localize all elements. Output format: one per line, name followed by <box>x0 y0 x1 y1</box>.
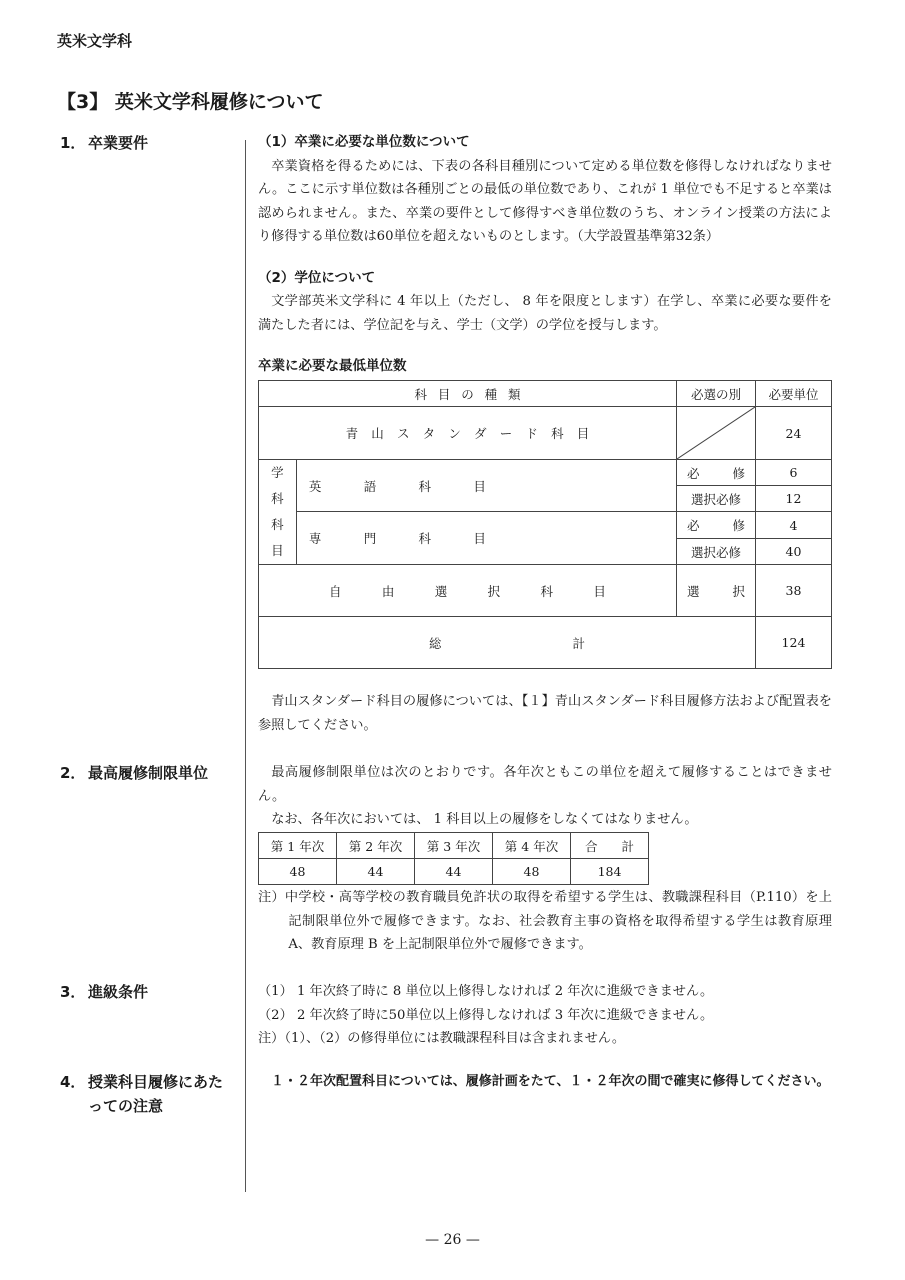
aoyama-char: ダ <box>474 426 487 441</box>
aoyama-units: 24 <box>755 407 831 460</box>
column-divider <box>245 140 246 1192</box>
aoyama-char: ー <box>499 426 513 441</box>
section-4-paragraph: １・２年次配置科目については、履修計画をたて、１・２年次の間で確実に修得してください。 <box>271 1074 830 1089</box>
section-1-title: 卒業要件 <box>88 134 149 152</box>
header-kind-char: 種 <box>484 386 498 402</box>
header-units: 必要単位 <box>755 381 831 407</box>
gakka-char: 目 <box>271 543 284 558</box>
year-1-limit: 48 <box>259 859 337 885</box>
total-char: 計 <box>572 635 585 651</box>
eigo-char: 語 <box>363 478 377 494</box>
year-2-header: 第 2 年次 <box>337 833 415 859</box>
subsection-1-heading: （1）卒業に必要な単位数について <box>258 134 470 150</box>
section-1-number: 1． <box>60 134 86 152</box>
hisshu-char: 必 <box>686 465 700 481</box>
total-head-char: 計 <box>621 838 634 854</box>
senmon-char: 専 <box>308 531 322 546</box>
section-4-heading <box>60 1070 223 1118</box>
year-4-limit: 48 <box>493 859 571 885</box>
total-head-char: 合 <box>585 838 598 854</box>
senmon-char: 門 <box>363 531 377 546</box>
jiyu-char: 由 <box>381 583 395 599</box>
eigo-required-type <box>676 460 755 486</box>
diagonal-cell <box>676 407 755 460</box>
section-4-number: 4． <box>60 1073 86 1091</box>
jiyu-char: 自 <box>329 583 342 599</box>
senmon-char: 科 <box>418 531 432 546</box>
aoyama-note <box>258 690 832 737</box>
gakka-char: 科 <box>271 517 284 532</box>
eigo-elective-units: 12 <box>755 486 831 512</box>
section-1-body <box>258 131 832 379</box>
section-2-paragraph-1: 最高履修制限単位は次のとおりです。各年次ともこの単位を超えて履修することはできません。 <box>258 765 832 804</box>
subsection-2-paragraph: 文学部英米文学科に 4 年以上（ただし、 8 年を限度とします）在学し、卒業に必要な要件を満たした者には、学位記を与え、学士（文学）の学位を授与します。 <box>258 294 832 333</box>
jiyu-char: 選 <box>434 583 448 599</box>
aoyama-char: 山 <box>371 426 384 441</box>
aoyama-char: ス <box>396 426 410 441</box>
aoyama-char: タ <box>422 426 436 441</box>
eigo-label <box>296 460 676 512</box>
table-title: 卒業に必要な最低単位数 <box>258 358 407 374</box>
total-header <box>571 833 649 859</box>
section-3-title: 進級条件 <box>88 983 149 1001</box>
senmon-elective-units: 40 <box>755 539 831 565</box>
section-2-paragraph-2: なお、各年次においては、 1 科目以上の履修をしなくてはなりません。 <box>271 812 698 827</box>
chapter-title: 【3】 英米文学科履修について <box>57 91 324 113</box>
jiyu-char: 目 <box>593 583 606 599</box>
header-kind <box>259 381 677 407</box>
senmon-label <box>296 512 676 565</box>
section-2-note <box>258 886 832 957</box>
hisshu-char: 必 <box>686 518 700 533</box>
diagonal-line <box>677 407 755 459</box>
eigo-char: 目 <box>473 478 486 494</box>
section-4-title-line-2: っての注意 <box>88 1097 164 1115</box>
aoyama-char: ン <box>448 426 461 441</box>
eigo-elective-type: 選択必修 <box>676 486 755 512</box>
section-2-body <box>258 761 832 832</box>
section-2-note-text: 注）中学校・高等学校の教育職員免許状の取得を希望する学生は、教職課程科目（P.110）を上記制限単位外で履修できます。なお、社会教育主事の資格を取得希望する学生は教育原理 A、教育原理 B を上記制限単位外で履修できます。 <box>258 890 832 952</box>
section-2-number: 2． <box>60 764 86 782</box>
jiyu-type <box>676 565 755 617</box>
header-kind-char: の <box>461 386 474 402</box>
total-char: 総 <box>429 635 442 651</box>
aoyama-char: 青 <box>345 426 359 441</box>
header-type: 必選の別 <box>676 381 755 407</box>
header-kind-char: 類 <box>508 386 521 402</box>
row-aoyama-label <box>259 407 677 460</box>
aoyama-char: ド <box>525 426 538 441</box>
section-3-number: 3． <box>60 983 86 1001</box>
jiyu-char: 択 <box>487 583 501 599</box>
subsection-2-heading: （2）学位について <box>258 269 376 286</box>
year-3-limit: 44 <box>415 859 493 885</box>
senmon-required-type <box>676 512 755 539</box>
page-number: — 26 — <box>425 1232 480 1248</box>
total-units: 124 <box>755 617 831 669</box>
section-3-body <box>258 980 832 1051</box>
gakka-char: 科 <box>271 491 284 506</box>
senmon-elective-type: 選択必修 <box>676 539 755 565</box>
senmon-char: 目 <box>473 531 486 546</box>
gakka-label <box>259 460 297 565</box>
eigo-required-units: 6 <box>755 460 831 486</box>
eigo-char: 英 <box>308 478 322 494</box>
year-4-header: 第 4 年次 <box>493 833 571 859</box>
credit-limit-table <box>258 832 649 885</box>
eigo-char: 科 <box>418 478 432 494</box>
hisshu-char: 修 <box>732 518 745 533</box>
section-3-item-1: （1） 1 年次終了時に 8 単位以上修得しなければ 2 年次に進級できません。 <box>258 984 714 999</box>
section-2-heading <box>60 761 208 785</box>
section-1-heading <box>60 131 148 155</box>
hisshu-char: 修 <box>732 465 745 481</box>
header-kind-char: 科 <box>414 386 427 402</box>
section-3-heading <box>60 980 148 1004</box>
section-2-title: 最高履修制限単位 <box>88 764 209 782</box>
year-3-header: 第 3 年次 <box>415 833 493 859</box>
total-limit: 184 <box>571 859 649 885</box>
header-kind-char: 目 <box>437 386 451 402</box>
jiyu-char: 科 <box>540 583 554 599</box>
aoyama-char: 目 <box>576 426 590 441</box>
section-3-item-2: （2） 2 年次終了時に50単位以上修得しなければ 3 年次に進級できません。 <box>258 1007 714 1023</box>
jiyu-label <box>259 565 677 617</box>
section-4-body <box>258 1070 832 1094</box>
subsection-1-paragraph: 卒業資格を得るためには、下表の各科目種別について定める単位数を修得しなければなりません。ここに示す単位数は各種別ごとの最低の単位数であり、これが 1 単位でも不足すると卒業は認められません。また、卒業の要件として修得すべき単位数のうち、オンライン授業の方法により修得する単位数は60単位を超えないものとします。（大学設置基準第32条） <box>258 158 832 244</box>
department-header: 英米文学科 <box>57 32 133 50</box>
year-1-header: 第 1 年次 <box>259 833 337 859</box>
year-2-limit: 44 <box>337 859 415 885</box>
sentaku-char: 択 <box>732 583 745 599</box>
graduation-credits-table <box>258 380 832 669</box>
section-4-title-line-1: 授業科目履修にあた <box>88 1073 224 1091</box>
aoyama-note-paragraph: 青山スタンダード科目の履修については、【１】青山スタンダード科目履修方法および配置表を参照してください。 <box>258 694 832 733</box>
senmon-required-units: 4 <box>755 512 831 539</box>
jiyu-units: 38 <box>755 565 831 617</box>
aoyama-char: 科 <box>551 426 564 441</box>
total-label <box>259 617 756 669</box>
sentaku-char: 選 <box>686 583 700 599</box>
section-3-note: 注）（1）、（2）の修得単位には教職課程科目は含まれません。 <box>258 1031 626 1046</box>
gakka-char: 学 <box>271 465 284 480</box>
